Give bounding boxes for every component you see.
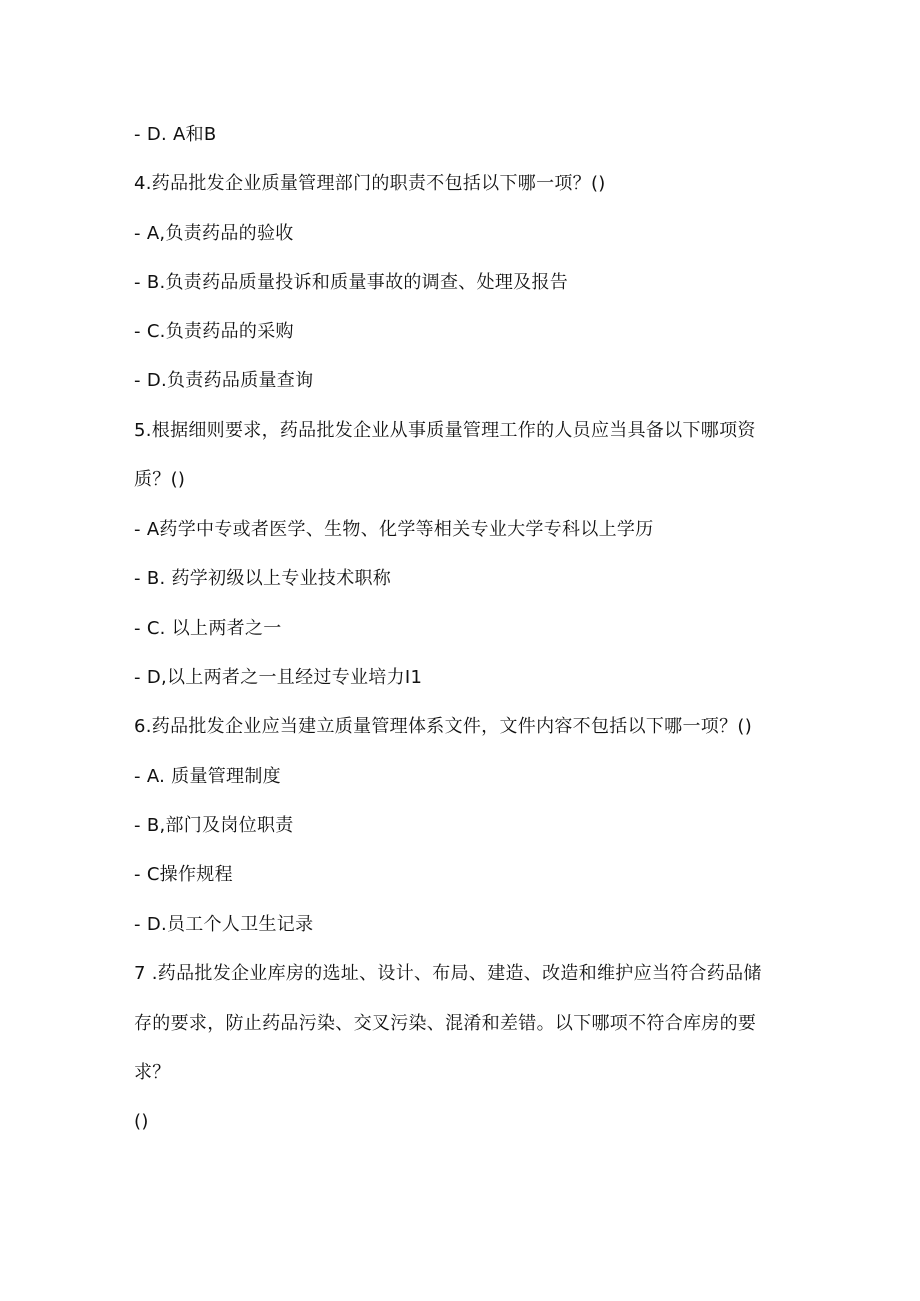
question-line: 质？() [134,469,186,490]
option-line: - D. A和B [134,124,217,145]
option-line: - B.负责药品质量投诉和质量事故的调查、处理及报告 [134,272,569,293]
option-line: - D.员工个人卫生记录 [134,914,314,935]
question-line: 求？ [134,1062,171,1083]
option-line: - A,负责药品的验收 [134,223,294,244]
question-line: 6.药品批发企业应当建立质量管理体系文件，文件内容不包括以下哪一项？() [134,716,753,737]
option-line: - D,以上两者之一且经过专业培力I1 [134,667,423,688]
option-line: - C.负责药品的采购 [134,321,294,342]
option-line: - C. 以上两者之一 [134,618,282,639]
question-line: 4.药品批发企业质量管理部门的职责不包括以下哪一项？() [134,173,606,194]
question-line: 7 .药品批发企业库房的选址、设计、布局、建造、改造和维护应当符合药品储 [134,963,762,984]
answer-blank: () [134,1111,149,1132]
question-line: 存的要求，防止药品污染、交叉污染、混淆和差错。以下哪项不符合库房的要 [134,1013,757,1034]
option-line: - D.负责药品质量查询 [134,370,314,391]
option-line: - A药学中专或者医学、生物、化学等相关专业大学专科以上学历 [134,519,654,540]
question-line: 5.根据细则要求，药品批发企业从事质量管理工作的人员应当具备以下哪项资 [134,420,756,441]
option-line: - B,部门及岗位职责 [134,815,294,836]
option-line: - C操作规程 [134,864,233,885]
option-line: - B. 药学初级以上专业技术职称 [134,568,392,589]
option-line: - A. 质量管理制度 [134,766,281,787]
